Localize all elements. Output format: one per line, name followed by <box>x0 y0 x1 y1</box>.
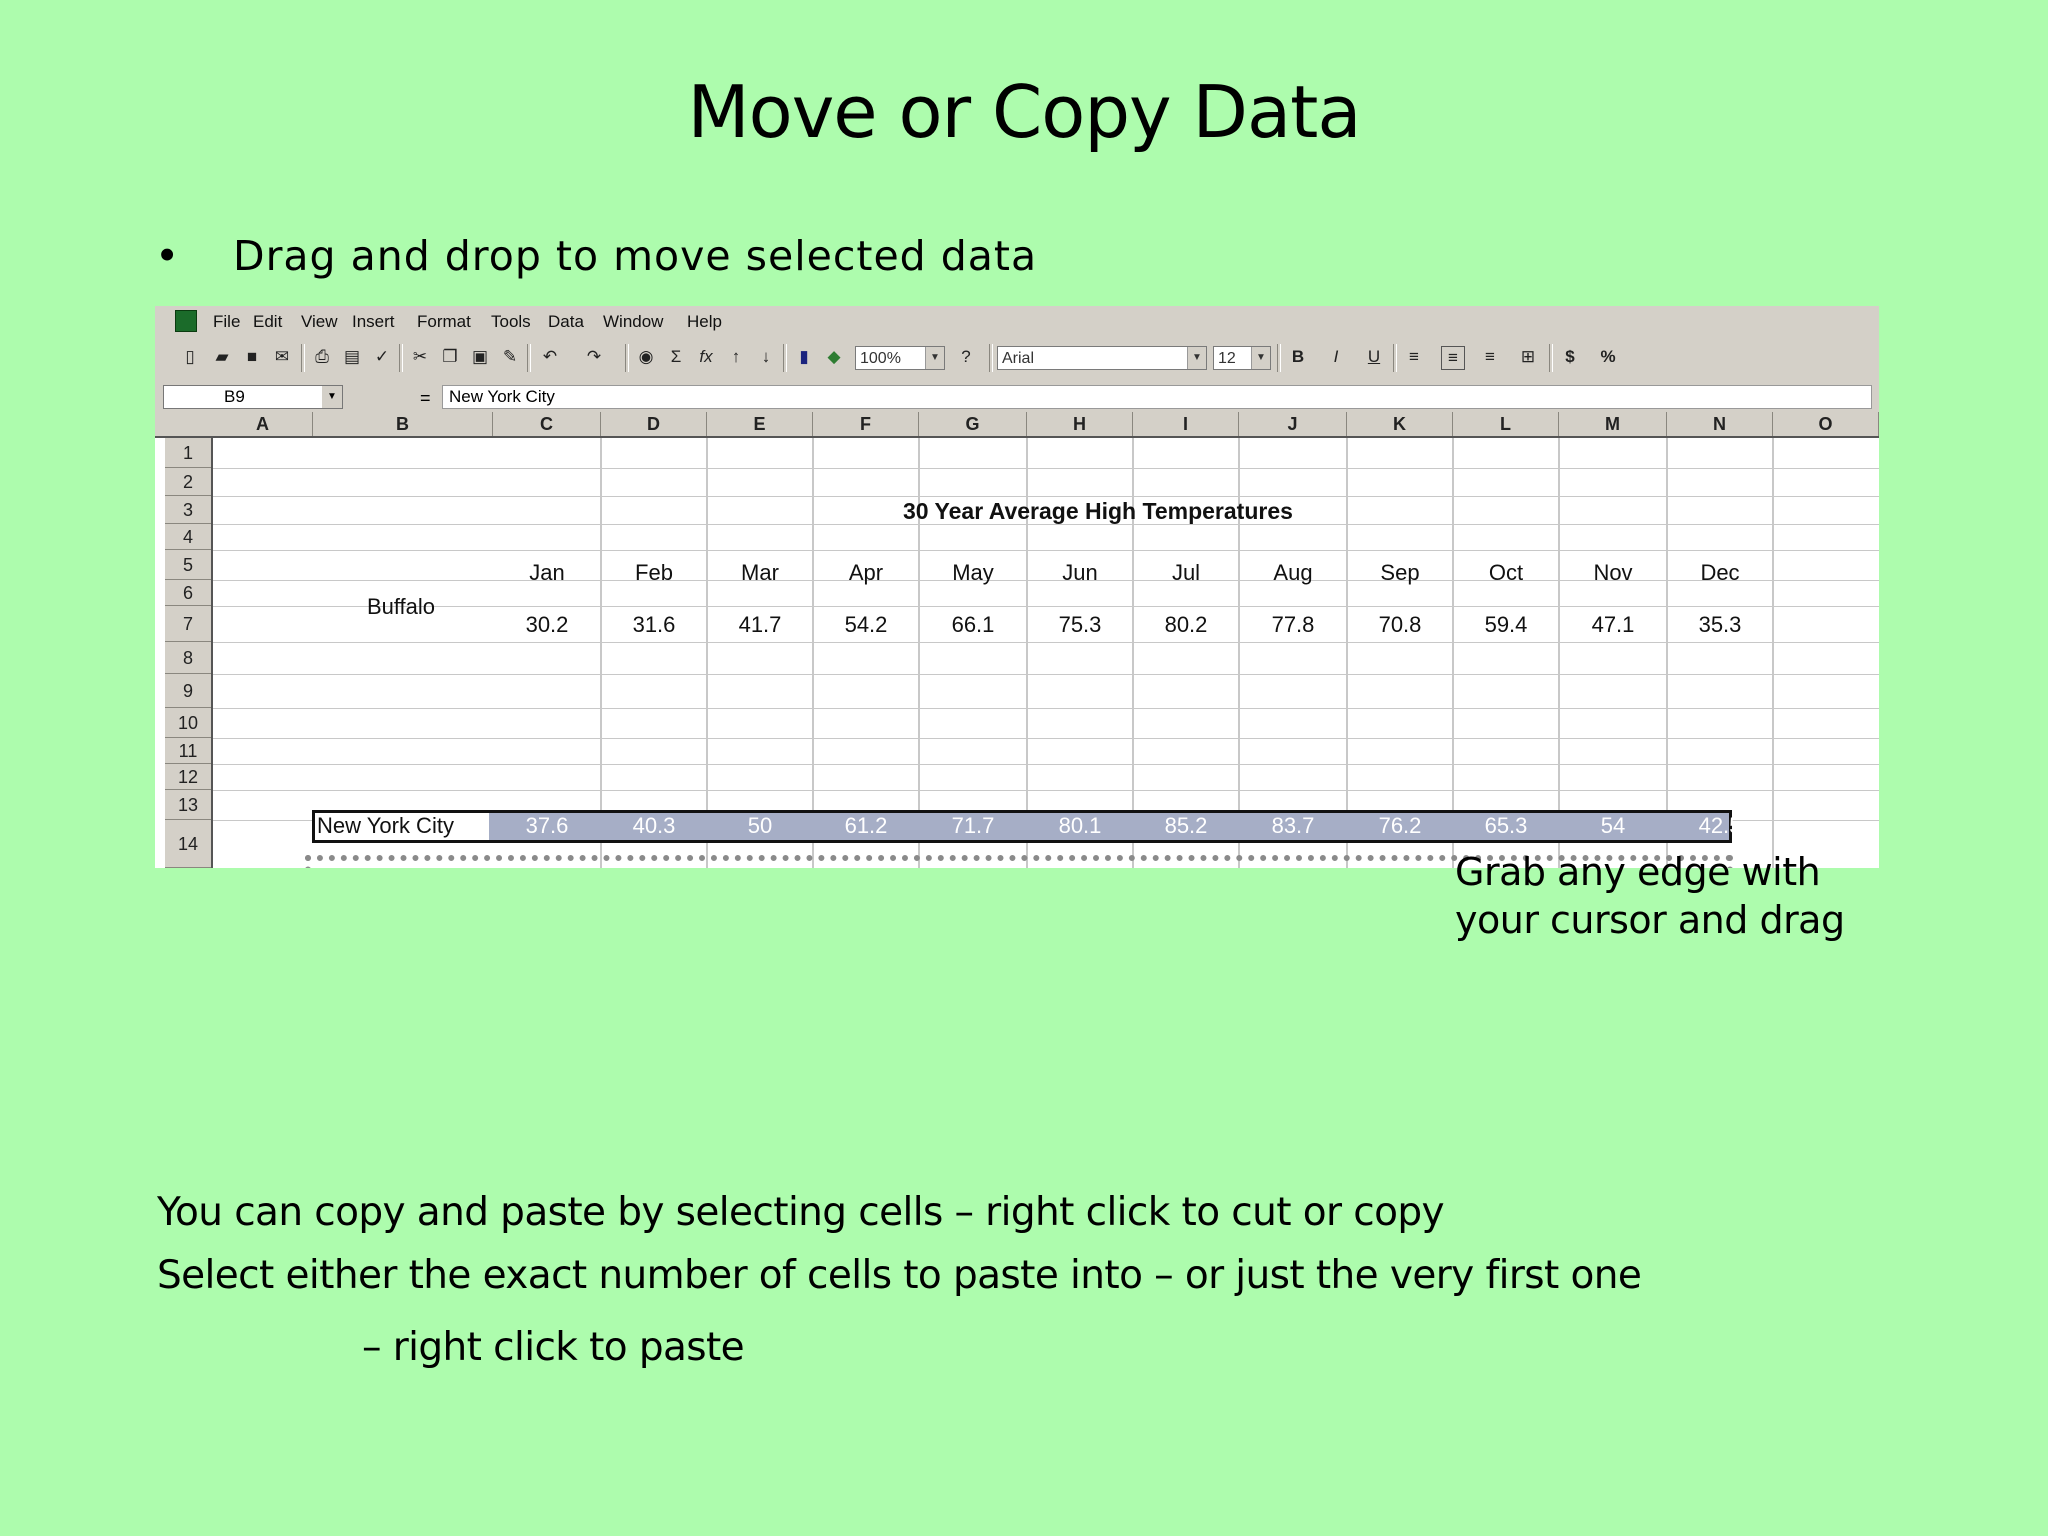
buffalo-value-cell[interactable]: 35.3 <box>1698 612 1742 637</box>
percent-button[interactable]: % <box>1600 347 1616 366</box>
autosum-icon[interactable]: Σ <box>670 347 682 366</box>
gridline <box>213 738 1879 739</box>
row-header[interactable]: 9 <box>165 674 211 708</box>
column-header[interactable]: C <box>493 412 601 436</box>
print-preview-icon[interactable]: ▤ <box>343 347 361 366</box>
excel-screenshot <box>155 306 1879 868</box>
buffalo-label[interactable]: Buffalo <box>366 594 436 619</box>
month-header-cell[interactable]: Sep <box>1380 560 1420 585</box>
sort-descending-icon[interactable]: ↓ <box>761 347 771 366</box>
gridline <box>600 438 602 868</box>
align-center-icon[interactable]: ≡ <box>1441 346 1465 370</box>
month-header-cell[interactable]: Dec <box>1700 560 1740 585</box>
menu-file[interactable]: File <box>213 312 241 331</box>
nyc-value-cell[interactable]: 61.2 <box>844 813 888 838</box>
nyc-value-cell[interactable]: 37.6 <box>525 813 569 838</box>
column-header[interactable]: D <box>601 412 707 436</box>
column-headers <box>155 412 1879 438</box>
buffalo-value-cell[interactable]: 30.2 <box>525 612 569 637</box>
merge-center-icon[interactable]: ⊞ <box>1520 347 1536 366</box>
align-left-icon[interactable]: ≡ <box>1409 347 1419 366</box>
toolbar-separator <box>989 344 993 372</box>
nyc-value-cell[interactable]: 85.2 <box>1164 813 1208 838</box>
toolbar-separator <box>783 344 787 372</box>
menu-insert[interactable]: Insert <box>352 312 395 331</box>
month-header-cell[interactable]: Jun <box>1062 560 1098 585</box>
toolbar <box>155 336 1879 383</box>
italic-button[interactable]: I <box>1333 347 1339 366</box>
column-header[interactable]: F <box>813 412 919 436</box>
row-header[interactable]: 8 <box>165 642 211 674</box>
menu-tools[interactable]: Tools <box>491 312 531 331</box>
menu-window[interactable]: Window <box>603 312 664 331</box>
row-header[interactable]: 6 <box>165 580 211 606</box>
gridline <box>706 438 708 868</box>
bold-button[interactable]: B <box>1291 347 1305 366</box>
sort-ascending-icon[interactable]: ↑ <box>731 347 741 366</box>
gridline <box>213 550 1879 551</box>
buffalo-value-cell[interactable]: 77.8 <box>1271 612 1315 637</box>
cut-icon[interactable]: ✂ <box>412 347 428 366</box>
gridline <box>213 468 1879 469</box>
menu-data[interactable]: Data <box>548 312 584 331</box>
column-header[interactable]: O <box>1773 412 1879 436</box>
font-value: Arial <box>1002 350 1035 367</box>
callout-text: Grab any edge with your cursor and drag <box>1455 850 1845 942</box>
gridline <box>213 790 1879 791</box>
gridline <box>812 438 814 868</box>
print-icon[interactable]: ⎙ <box>315 347 329 366</box>
toolbar-separator <box>1277 344 1281 372</box>
drawing-icon[interactable]: ◆ <box>827 347 841 366</box>
buffalo-value-cell[interactable]: 41.7 <box>738 612 782 637</box>
nyc-value-cell[interactable]: 83.7 <box>1271 813 1315 838</box>
email-icon[interactable]: ✉ <box>274 347 290 366</box>
currency-button[interactable]: $ <box>1565 347 1575 366</box>
chart-wizard-icon[interactable]: ▮ <box>799 347 809 366</box>
row-header[interactable]: 13 <box>165 790 211 820</box>
formula-bar <box>155 382 1879 412</box>
month-header-cell[interactable]: Jul <box>1171 560 1201 585</box>
gridline <box>213 708 1879 709</box>
row-header[interactable]: 3 <box>165 496 211 524</box>
bullet-dot: • <box>155 232 181 280</box>
buffalo-value-cell[interactable]: 75.3 <box>1058 612 1102 637</box>
month-header-cell[interactable]: Jan <box>529 560 565 585</box>
row-header[interactable]: 4 <box>165 524 211 550</box>
buffalo-value-cell[interactable]: 31.6 <box>632 612 676 637</box>
column-header[interactable]: I <box>1133 412 1239 436</box>
paste-icon[interactable]: ▣ <box>471 347 489 366</box>
buffalo-value-cell[interactable]: 70.8 <box>1378 612 1422 637</box>
format-painter-icon[interactable]: ✎ <box>502 347 518 366</box>
month-header-cell[interactable]: Nov <box>1593 560 1633 585</box>
month-header-cell[interactable]: Aug <box>1273 560 1313 585</box>
slide-title: Move or Copy Data <box>687 70 1361 154</box>
font-select[interactable] <box>997 346 1207 370</box>
body-line-1: You can copy and paste by selecting cells – right click to cut or copy <box>157 1190 1444 1235</box>
gridline <box>213 496 1879 497</box>
bullet-point <box>155 232 1037 280</box>
gridline <box>213 674 1879 675</box>
gridline <box>1346 438 1348 868</box>
undo-icon[interactable]: ↶ <box>542 347 558 366</box>
row-header[interactable]: 7 <box>165 606 211 642</box>
column-header[interactable]: A <box>213 412 313 436</box>
zoom-select[interactable] <box>855 346 945 370</box>
gridline <box>1772 438 1774 868</box>
zoom-value: 100% <box>860 350 901 367</box>
menu-edit[interactable]: Edit <box>253 312 283 331</box>
toolbar-separator <box>1549 344 1553 372</box>
gridline <box>1558 438 1560 868</box>
toolbar-separator <box>1393 344 1397 372</box>
underline-button[interactable]: U <box>1367 347 1381 366</box>
formula-equals: = <box>420 388 431 408</box>
toolbar-separator <box>527 344 531 372</box>
buffalo-value-cell[interactable]: 59.4 <box>1484 612 1528 637</box>
bullet-text: Drag and drop to move selected data <box>233 232 1038 280</box>
menu-view[interactable]: View <box>301 312 338 331</box>
month-header-cell[interactable]: Mar <box>741 560 779 585</box>
row-header[interactable]: 14 <box>165 820 211 868</box>
month-header-cell[interactable]: May <box>952 560 994 585</box>
nyc-value-cell[interactable]: 54 <box>1600 813 1626 838</box>
row-header[interactable]: 12 <box>165 764 211 790</box>
column-header[interactable]: L <box>1453 412 1559 436</box>
copy-icon[interactable]: ❐ <box>442 347 458 366</box>
menu-bar <box>155 306 1879 336</box>
gridline <box>213 642 1879 643</box>
new-icon[interactable]: ▯ <box>185 347 195 366</box>
row-header[interactable]: 11 <box>165 738 211 764</box>
name-box-value: B9 <box>224 387 245 406</box>
nyc-label[interactable]: New York City <box>317 813 454 838</box>
buffalo-value-cell[interactable]: 80.2 <box>1164 612 1208 637</box>
gridline <box>1452 438 1454 868</box>
row-headers <box>165 438 213 868</box>
name-box[interactable] <box>163 385 343 409</box>
nyc-value-cell[interactable]: 80.1 <box>1058 813 1102 838</box>
month-header-cell[interactable]: Oct <box>1488 560 1524 585</box>
row-header[interactable]: 2 <box>165 468 211 496</box>
buffalo-value-cell[interactable]: 47.1 <box>1591 612 1635 637</box>
excel-logo-icon <box>175 310 197 332</box>
function-icon[interactable]: fx <box>699 347 713 366</box>
menu-format[interactable]: Format <box>417 312 471 331</box>
nyc-value-cell[interactable]: 40.3 <box>632 813 676 838</box>
open-icon[interactable]: ▰ <box>215 347 229 366</box>
chevron-down-icon: ▼ <box>1187 347 1206 369</box>
formula-input[interactable]: New York City <box>442 385 1872 409</box>
column-header[interactable]: G <box>919 412 1027 436</box>
align-right-icon[interactable]: ≡ <box>1485 347 1495 366</box>
nyc-value-cell[interactable]: 71.7 <box>951 813 995 838</box>
column-header[interactable]: J <box>1239 412 1347 436</box>
toolbar-separator <box>399 344 403 372</box>
toolbar-separator <box>625 344 629 372</box>
column-header[interactable]: H <box>1027 412 1133 436</box>
nyc-value-cell[interactable]: 65.3 <box>1484 813 1528 838</box>
buffalo-value-cell[interactable]: 54.2 <box>844 612 888 637</box>
spelling-icon[interactable]: ✓ <box>374 347 390 366</box>
chevron-down-icon: ▼ <box>925 347 944 369</box>
spreadsheet-grid[interactable] <box>155 412 1879 868</box>
buffalo-value-cell[interactable]: 66.1 <box>951 612 995 637</box>
column-header[interactable]: K <box>1347 412 1453 436</box>
save-icon[interactable]: ■ <box>246 347 258 366</box>
gridline <box>213 764 1879 765</box>
hyperlink-icon[interactable]: ◉ <box>638 347 654 366</box>
help-icon[interactable]: ? <box>961 347 971 366</box>
row-header[interactable]: 5 <box>165 550 211 580</box>
body-line-2: Select either the exact number of cells to paste into – or just the very first one <box>157 1253 1642 1298</box>
sheet-title: 30 Year Average High Temperatures <box>903 498 1293 524</box>
font-size-value: 12 <box>1218 350 1236 367</box>
nyc-value-cell[interactable]: 42.5 <box>1698 813 1742 838</box>
menu-help[interactable]: Help <box>687 312 722 331</box>
redo-icon[interactable]: ↷ <box>586 347 602 366</box>
column-header[interactable]: N <box>1667 412 1773 436</box>
row-header[interactable]: 1 <box>165 438 211 468</box>
month-header-cell[interactable]: Feb <box>635 560 673 585</box>
column-header[interactable]: M <box>1559 412 1667 436</box>
gridline <box>1666 438 1668 868</box>
toolbar-separator <box>301 344 305 372</box>
body-line-3: – right click to paste <box>362 1325 745 1370</box>
nyc-value-cell[interactable]: 50 <box>747 813 773 838</box>
column-header[interactable]: E <box>707 412 813 436</box>
nyc-value-cell[interactable]: 76.2 <box>1378 813 1422 838</box>
column-header[interactable]: B <box>313 412 493 436</box>
row-header[interactable]: 10 <box>165 708 211 738</box>
chevron-down-icon: ▼ <box>1251 347 1270 369</box>
font-size-select[interactable] <box>1213 346 1271 370</box>
chevron-down-icon: ▼ <box>322 386 342 408</box>
month-header-cell[interactable]: Apr <box>848 560 884 585</box>
